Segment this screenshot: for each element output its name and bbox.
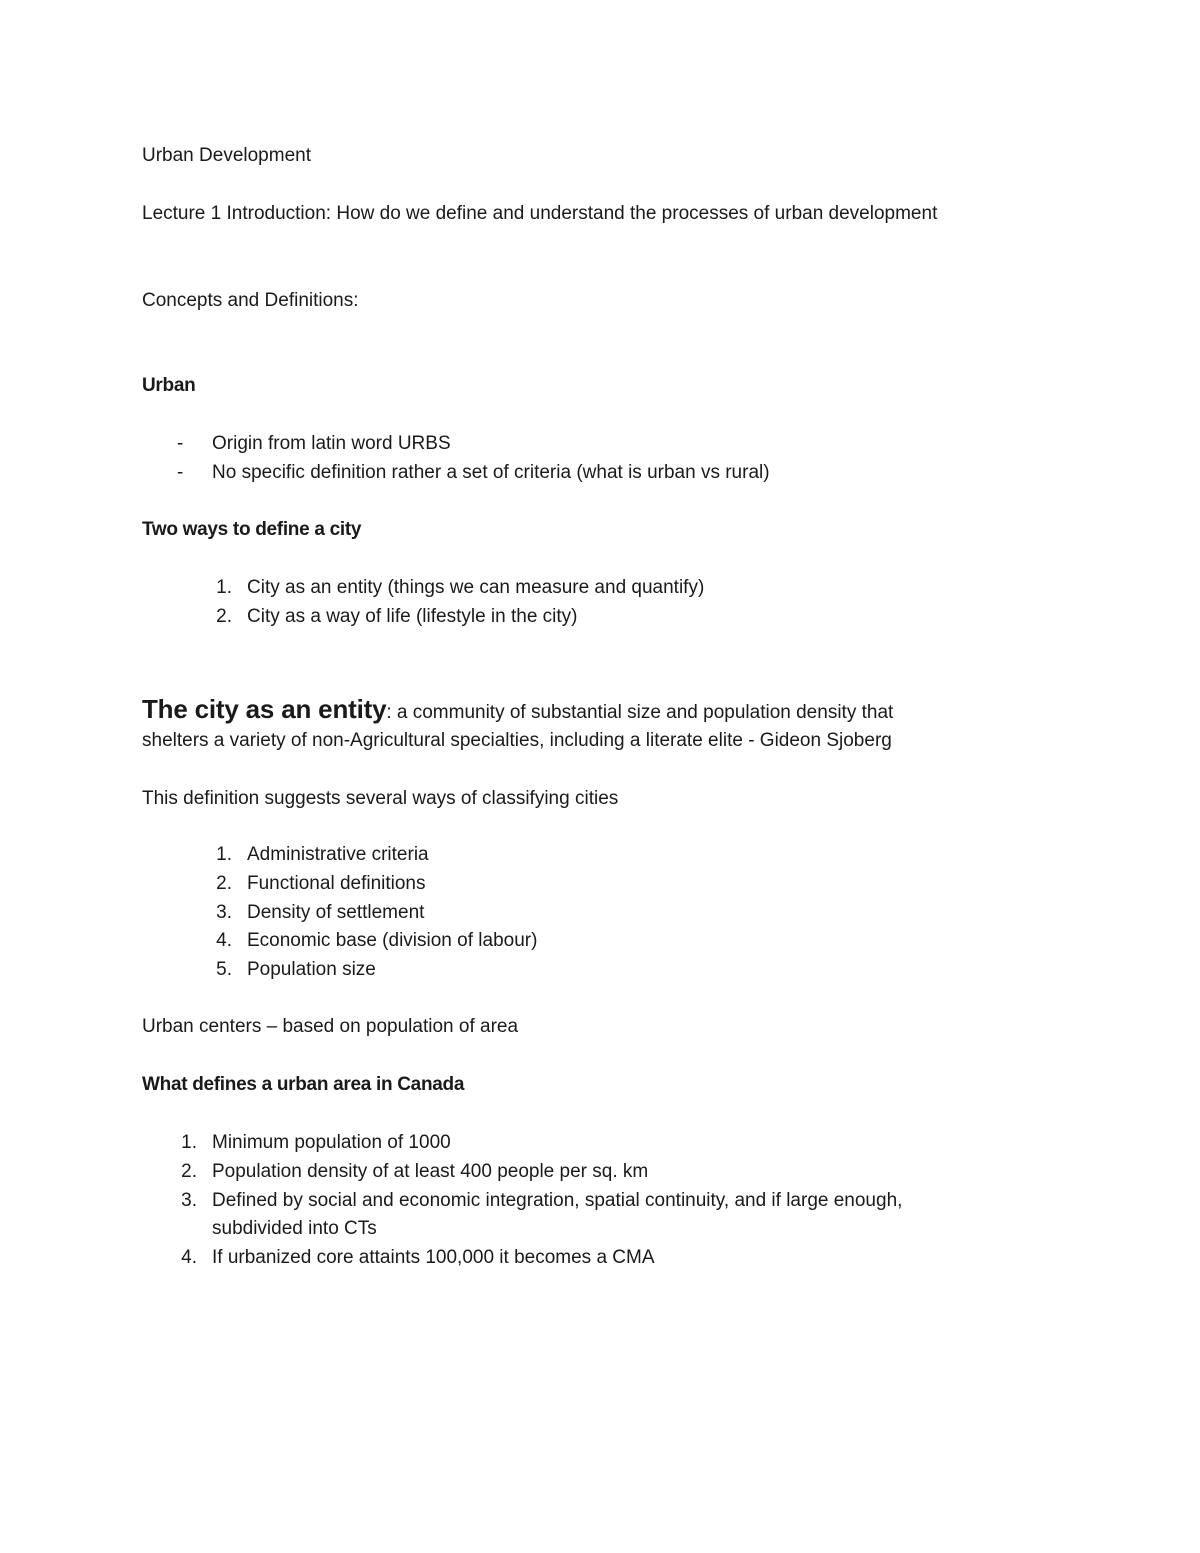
list-item: Density of settlement (247, 902, 425, 923)
entity-heading: The city as an entity (142, 694, 387, 724)
entity-definition-line2: shelters a variety of non-Agricultural specialties, including a literate elite - Gideon Sjoberg (142, 730, 892, 751)
list-item: Population size (247, 959, 376, 980)
list-number: 5. (216, 959, 232, 980)
list-number: 1. (216, 844, 232, 865)
document-title: Urban Development (142, 145, 311, 166)
list-item: Defined by social and economic integration, spatial continuity, and if large enough, (212, 1190, 903, 1211)
list-item: Administrative criteria (247, 844, 429, 865)
entity-definition-text: : a community of substantial size and population density that (386, 702, 894, 723)
canada-heading: What defines a urban area in Canada (142, 1074, 465, 1095)
list-item: Functional definitions (247, 873, 426, 894)
lecture-heading: Lecture 1 Introduction: How do we define and understand the processes of urban development (142, 203, 938, 224)
list-number: 2. (181, 1161, 197, 1182)
list-number: 4. (181, 1247, 197, 1268)
bullet-dash: - (177, 433, 184, 454)
list-item: Population density of at least 400 people per sq. km (212, 1161, 649, 1182)
list-number: 1. (181, 1132, 197, 1153)
list-item: City as a way of life (lifestyle in the city) (247, 606, 578, 627)
list-number: 2. (216, 606, 232, 627)
list-item-continuation: subdivided into CTs (212, 1218, 377, 1239)
list-item: No specific definition rather a set of criteria (what is urban vs rural) (212, 462, 770, 483)
list-item: If urbanized core attaints 100,000 it becomes a CMA (212, 1247, 655, 1268)
list-item: Origin from latin word URBS (212, 433, 451, 454)
bullet-dash: - (177, 462, 184, 483)
list-item: Minimum population of 1000 (212, 1132, 451, 1153)
list-item: City as an entity (things we can measure and quantify) (247, 577, 705, 598)
list-number: 3. (181, 1190, 197, 1211)
classification-intro: This definition suggests several ways of classifying cities (142, 788, 619, 809)
urban-centers-note: Urban centers – based on population of area (142, 1016, 519, 1037)
list-item: Economic base (division of labour) (247, 930, 538, 951)
concepts-heading: Concepts and Definitions: (142, 290, 359, 311)
list-number: 1. (216, 577, 232, 598)
urban-heading: Urban (142, 375, 196, 396)
two-ways-heading: Two ways to define a city (142, 519, 362, 540)
list-number: 4. (216, 930, 232, 951)
list-number: 2. (216, 873, 232, 894)
list-number: 3. (216, 902, 232, 923)
entity-definition-line1 (142, 692, 893, 730)
